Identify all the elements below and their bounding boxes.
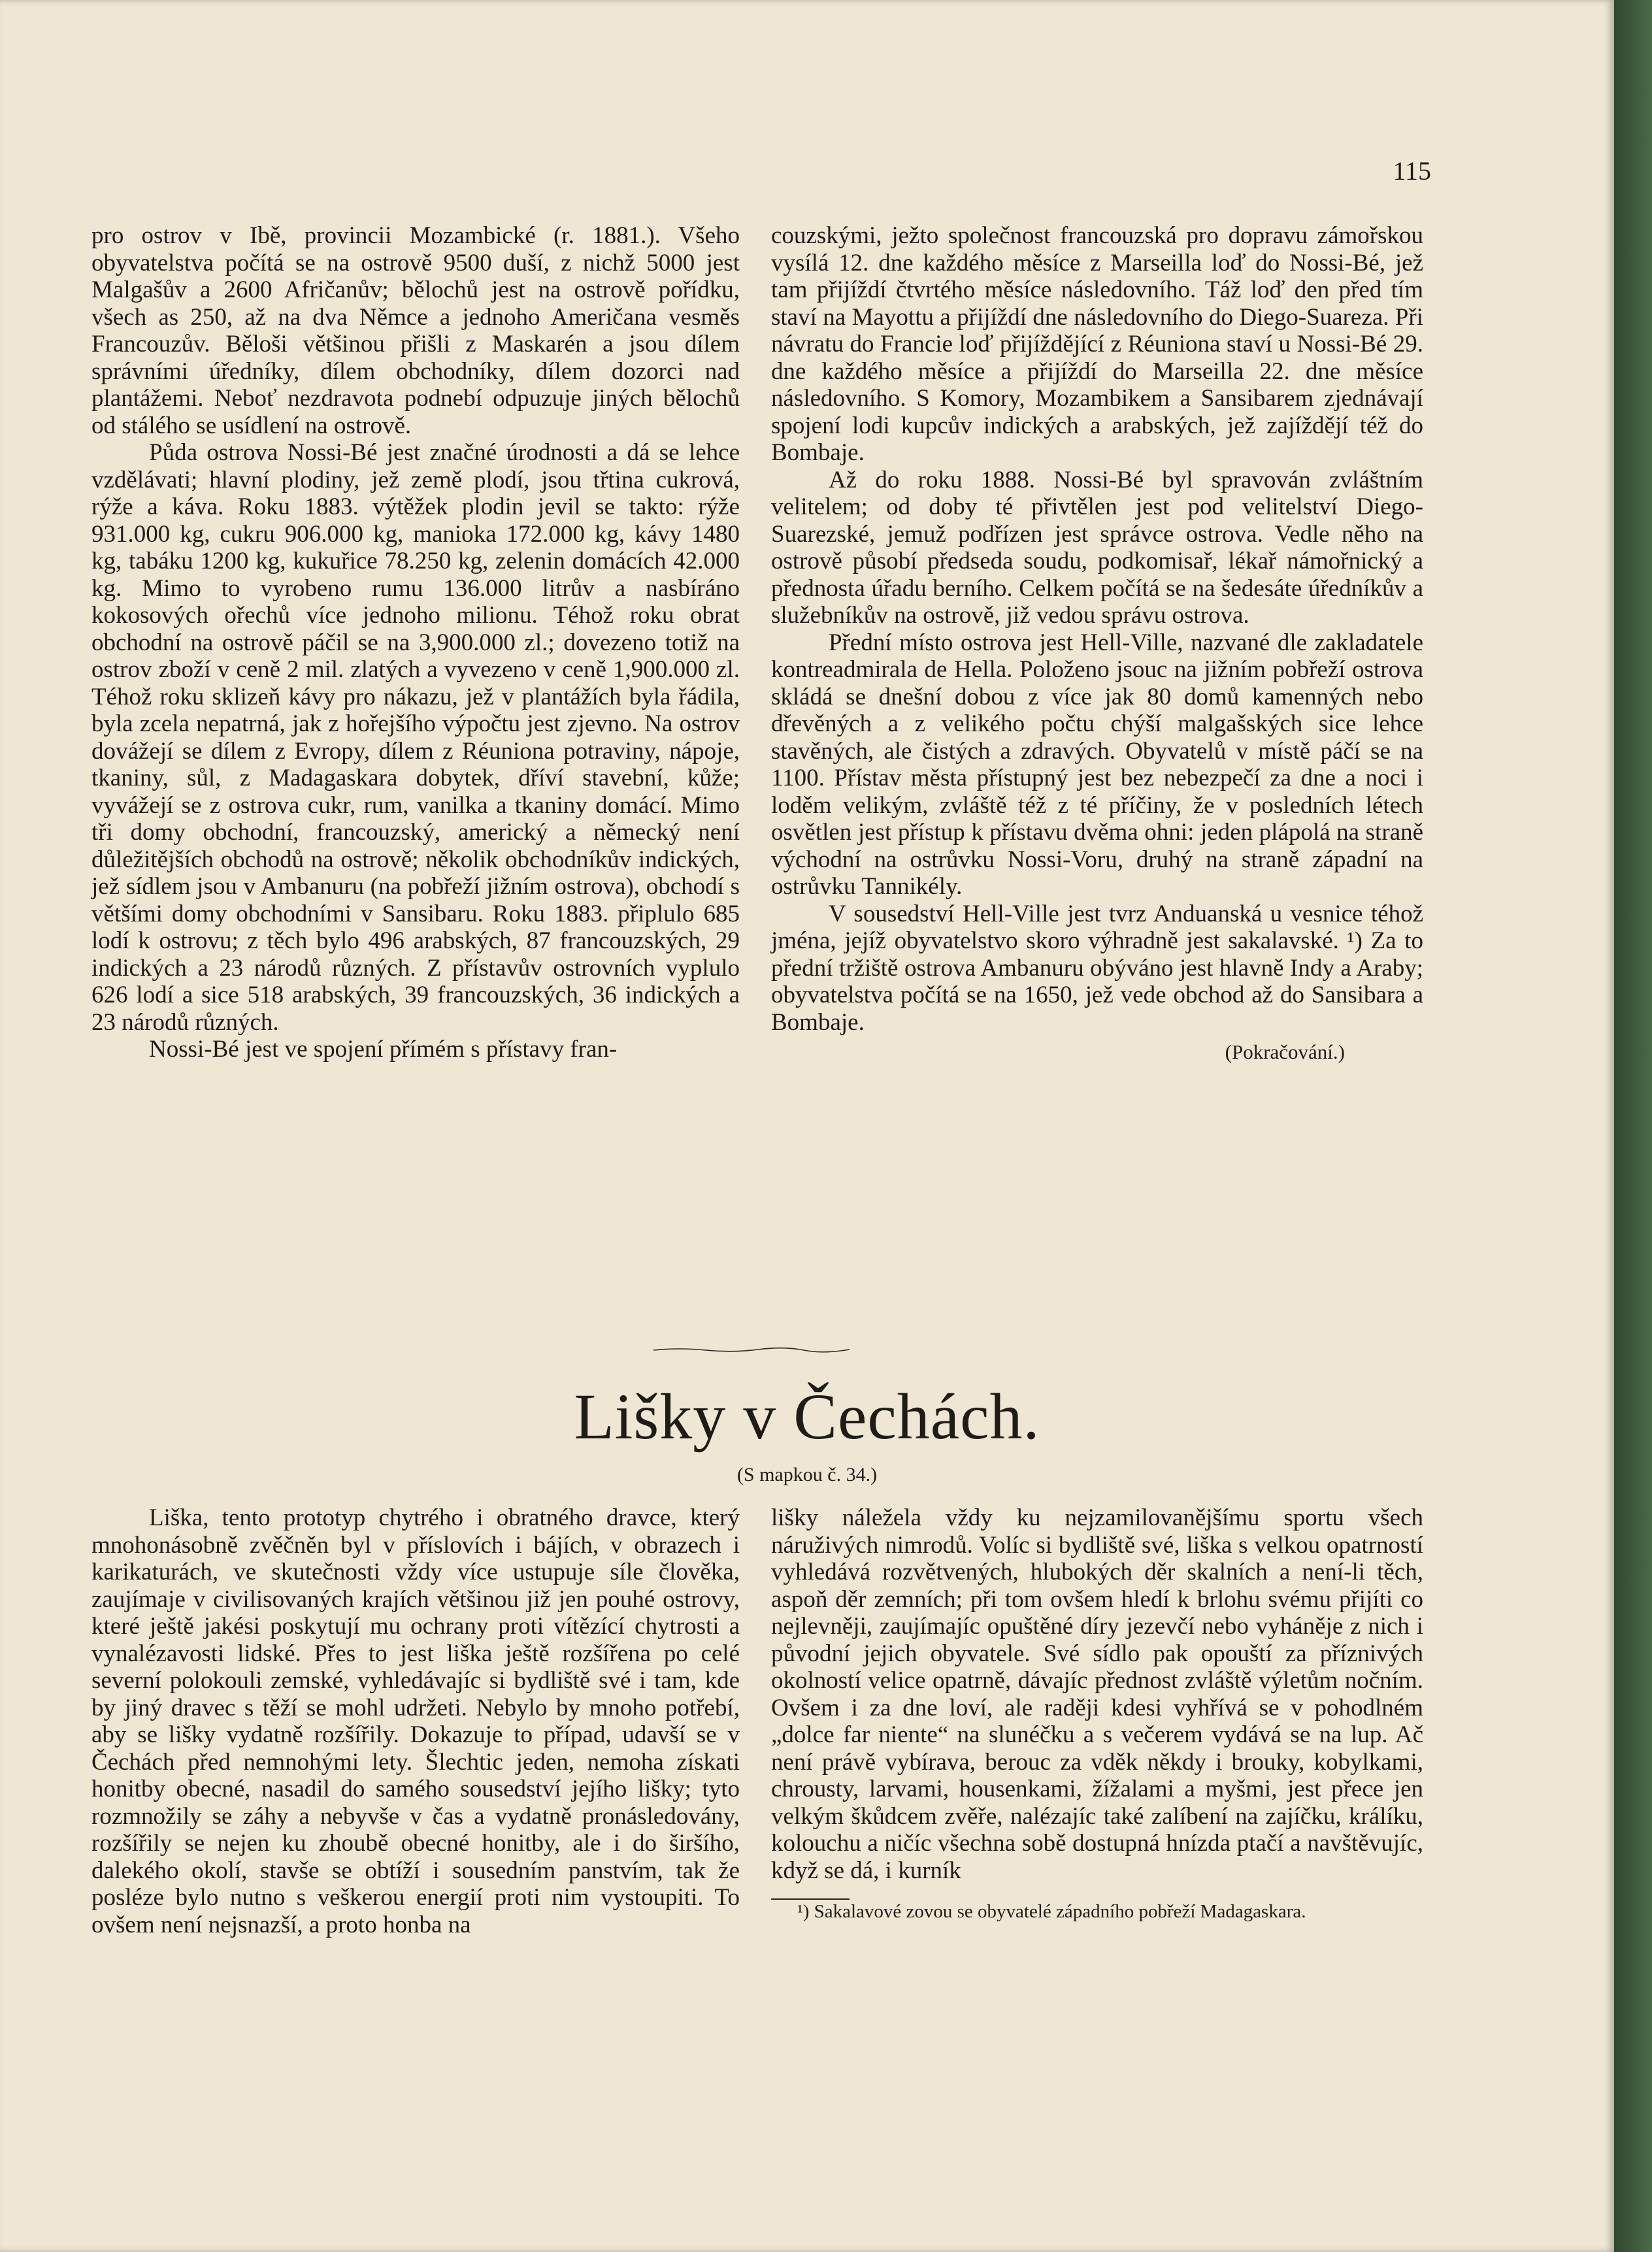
article-subtitle: (S mapkou č. 34.) [736, 1464, 878, 1485]
continued-column-left [91, 222, 740, 1063]
continued-paragraph-2: Půda ostrova Nossi-Bé jest značné úrodnosti a dá se lehce vzdělávati; hlavní plodiny, jež země plodí, jsou třtina cukrová, rýže a káva. Roku 1883. výtěžek plodin jevil se takto: rýže 931.000 kg, cukru 906.000 kg, manioka 172.000 kg, kávy 1480 kg, tabáku 1200 kg, kukuřice 78.250 kg, zelenin domácích 42.000 kg. Mimo to vyrobeno rumu 136.000 litrův a nasbíráno kokosových ořechů více jednoho milionu. Téhož roku obrat obchodní na ostrově páčil se na 3,900.000 zl.; dovezeno totiž na ostrov zboží v ceně 2 mil. zlatých a vyvezeno v ceně 1,900.000 zl. Téhož roku sklizeň kávy pro nákazu, jež v plantážích byla řádila, byla zcela nepatrná, jak z hořejšího výpočtu jest zjevno. Na ostrov dovážejí se dílem z Evropy, dílem z Réuniona potraviny, nápoje, tkaniny, sůl, z Madagaskara dobytek, dříví stavební, kůže; vyvážejí se z ostrova cukr, rum, vanilka a tkaniny domácí. Mimo tři domy obchodní, francouzský, americký a německý není důležitějších obchodů na ostrově; několik obchodníkův indických, jež sídlem jsou v Ambanuru (na pobřeží jižním ostrova), obchodí s většími domy obchodními v Sansibaru. Roku 1883. připlulo 685 lodí k ostrovu; z těch bylo 496 arabských, 87 francouzských, 29 indických a 23 národů různých. Z přístavův ostrovních vyplulo 626 lodí a sice 518 arabských, 39 francouzských, 36 indických a 23 národů různých. [91, 439, 740, 1036]
continued-paragraph-6 [771, 901, 1423, 1036]
continued-paragraph-1: pro ostrov v Ibě, provincii Mozambické (r. 1881.). Všeho obyvatelstva počítá se na ostrově 9500 duší, z nichž 5000 jest Malgašův a 2600 Afričanův; bělochů jest na ostrově pořídku, všech as 250, až na dva Němce a jednoho Američana vesměs Francouzův. Běloši většinou přišli z Maskarén a jsou dílem správními úředníky, dílem obchodníky, dílem dozorci nad plantážemi. Neboť nezdravota podnebí odpuzuje jiných bělochů od stálého se usídlení na ostrově. [91, 222, 740, 439]
article-text-left: Liška, tento prototyp chytrého i obratného dravce, který mnohonásobně zvěčněn byl v příslovích i bájích, v obrazech i karikaturách, ve skutečnosti vždy více ustupuje síle člověka, zaujímaje v civilisovaných krajích většinou již jen pouhé ostrovy, které ještě jakési poskytují mu ochrany proti vítězící chytrosti a vynalézavosti lidské. Přes to jest liška ještě rozšířena po celé severní polokouli zemské, vyhledávajíc si bydliště své i tam, kde by jiný dravec s těží se mohl udržeti. Nebylo by mnoho potřebí, aby se lišky vydatně rozšířily. Dokazuje to případ, udavší se v Čechách před nemnohými lety. Šlechtic jeden, nemoha získati honitby obecné, nasadil do samého sousedství jejího lišky; tyto rozmnožily se záhy a nebyvše v čas a vydatně pronásledovány, rozšířily se nejen ku zhoubě obecné honitby, ale i do širšího, dalekého okolí, stavše se obtíží i sousedním panstvím, tak že posléze bylo nutno s veškerou energií proti nim vystoupiti. To ovšem není nejsnazší, a proto honba na [91, 1504, 740, 1938]
section-divider-ornament [653, 1346, 850, 1353]
binding-edge [1614, 0, 1652, 2252]
article-column-left [91, 1504, 740, 1938]
continued-paragraph-6-text: V sousedství Hell-Ville jest tvrz Anduanská u vesnice téhož jména, jejíž obyvatelstvo skoro výhradně jest sakalavské. [771, 900, 1423, 954]
continued-paragraph-6-tail: Za to přední tržiště ostrova Ambanuru obýváno jest hlavně Indy a Araby; obyvatelstva počítá se na 1650, jež vede obchod až do Sansibara a Bombaje. [771, 927, 1423, 1036]
article-title: Lišky v Čechách. [574, 1380, 1040, 1453]
continued-paragraph-5: Přední místo ostrova jest Hell-Ville, nazvané dle zakladatele kontreadmirala de Hella. Položeno jsouc na jižním pobřeží ostrova skládá se dnešní dobou z více jak 80 domů kamenných nebo dřevěných a z velikého počtu chýší malgašských sice lehce stavěných, ale čistých a zdravých. Obyvatelů v místě páčí se na 1100. Přístav města přístupný jest bez nebezpečí za dne a noci i loděm velikým, zvláště též z té příčiny, že v posledních létech osvětlen jest přístup k přístavu dvěma ohni: jeden plápolá na straně východní na ostrůvku Nossi-Voru, druhý na straně západní na ostrůvku Tannikély. [771, 629, 1423, 900]
article-text-right: lišky náležela vždy ku nejzamilovanějšímu sportu všech náruživých nimrodů. Volíc si bydliště své, liška s velkou opatrností vyhledává rozvětvených, hlubokých děr skalních a není-li těch, aspoň děr zemních; při tom ovšem hledí k brlohu svému přijíti co nejlevněji, zaujímajíc opuštěné díry jezevčí nebo vyháněje z nich i původní jejich obyvatele. Své sídlo pak opouští za příznivých okolností velice opatrně, dávajíc přednost zvláště výletům nočním. Ovšem i za dne loví, ale raději kdesi vyhřívá se v pohodlném „dolce far niente“ na slunéčku a s večerem vydává se na lup. Ač není právě vybírava, berouc za vděk někdy i brouky, kobylkami, chrousty, larvami, housenkami, žížalami a myšmi, jest přece jen velkým škůdcem zvěře, nalézajíc také zalíbení na zajíčku, králíku, kolouchu a ničíc všechna sobě dostupná hnízda ptačí a navštěvujíc, když se dá, i kurník [771, 1504, 1423, 1884]
continuation-note: (Pokračování.) [1225, 1040, 1345, 1063]
continued-paragraph-4: Až do roku 1888. Nossi-Bé byl spravován zvláštním velitelem; od doby té přivtělen jest pod velitelství Diego-Suarezské, jemuž podřízen jest správce ostrova. Vedle něho na ostrově působí předseda soudu, podkomisař, lékař námořnický a přednosta úřadu berního. Celkem počítá se na šedesáte úředníkův a služebníkův na ostrově, již vedou správu ostrova. [771, 466, 1423, 629]
footnote-reference: ¹) [1347, 927, 1363, 954]
continued-column-right [771, 222, 1423, 1066]
article-column-right [771, 1504, 1423, 1923]
page-number: 115 [1393, 156, 1431, 186]
footnote: ¹) Sakalavové zovou se obyvatelé západního pobřeží Madagaskara. [797, 1901, 1306, 1922]
continued-paragraph-3-end: couzskými, ježto společnost francouzská pro dopravu zámořskou vysílá 12. dne každého měsíce z Marseilla loď do Nossi-Bé, jež tam přijíždí čtvrtého měsíce následovního. Táž loď den před tím staví na Mayottu a přijíždí dne následovního do Diego-Suareza. Při návratu do Francie loď přijíždějící z Réuniona staví u Nossi-Bé 29. dne každého měsíce a přijíždí do Marseilla 22. dne měsíce následovního. S Komory, Mozambikem a Sansibarem zjednávají spojení lodi kupcův indických a arabských, jež zajíždějí též do Bombaje. [771, 222, 1423, 466]
continued-paragraph-3-start: Nossi-Bé jest ve spojení přímém s přístavy fran- [149, 1036, 618, 1063]
